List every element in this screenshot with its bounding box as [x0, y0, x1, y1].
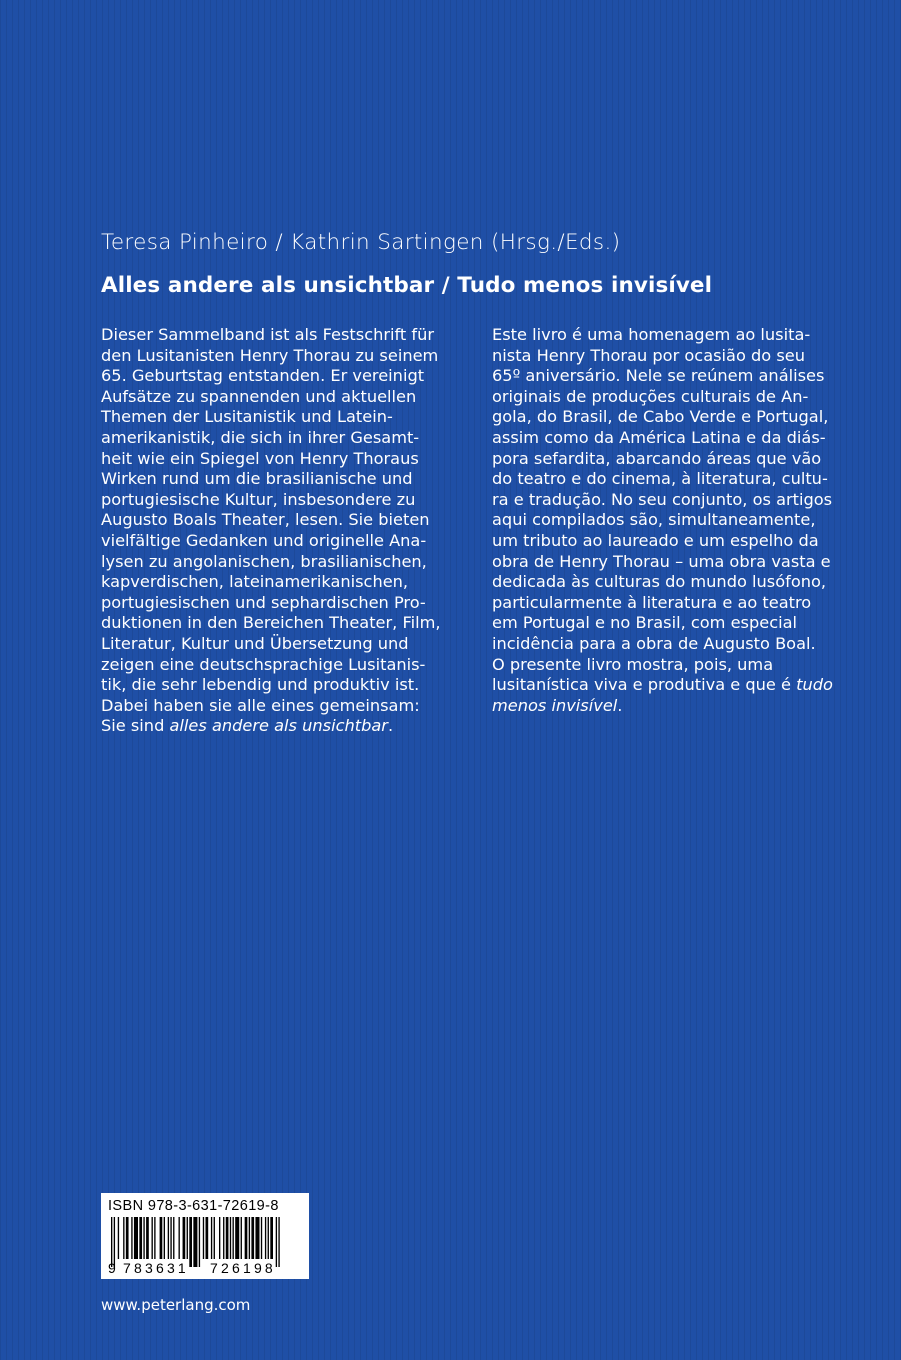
barcode-bar [189, 1217, 192, 1267]
barcode-bar [199, 1217, 200, 1267]
barcode-bar [233, 1217, 234, 1259]
barcode-bar [152, 1217, 153, 1259]
barcode-bar [211, 1217, 212, 1259]
barcode-digit-lead: 9 [108, 1260, 116, 1275]
barcode-bar [164, 1217, 165, 1259]
barcode-bar [270, 1217, 273, 1259]
german-blurb-end: . [387, 716, 394, 736]
book-title: Alles andere als unsichtbar / Tudo menos invisível [101, 273, 713, 298]
barcode-bar [168, 1217, 169, 1259]
barcode-bar [265, 1217, 266, 1259]
barcode-bar [183, 1217, 186, 1259]
portuguese-blurb-italic: tudo menos invisível [492, 675, 833, 715]
barcode-bar [170, 1217, 171, 1259]
barcode-bar [261, 1217, 262, 1259]
barcode-bar [245, 1217, 248, 1259]
barcode-bar [160, 1217, 163, 1259]
portuguese-blurb-end: . [617, 695, 623, 715]
barcode-bar [278, 1217, 279, 1267]
barcode-digits-left: 783631 [123, 1260, 189, 1275]
barcode-bar [123, 1217, 124, 1259]
barcode-bar [118, 1217, 119, 1259]
barcode-bar [235, 1217, 239, 1259]
barcode-bar [134, 1217, 138, 1259]
portuguese-blurb [492, 325, 852, 716]
barcode-bar [143, 1217, 144, 1259]
barcode-bar [131, 1217, 132, 1259]
barcode-bar [226, 1217, 229, 1259]
barcode-bar [230, 1217, 231, 1259]
barcode-bar [187, 1217, 188, 1259]
barcode-bar [249, 1217, 250, 1259]
barcode-bar [203, 1217, 204, 1259]
barcode-bar [251, 1217, 254, 1259]
barcode-bar [193, 1217, 197, 1267]
barcode-bar [214, 1217, 215, 1259]
german-blurb-body: Dieser Sammelband ist als Festschrift für den Lusitanisten Henry Thorau zu seinem 65. Geburtstag entstanden. Er vereinigt Aufsätze zu spannenden und aktuellen Themen der Lusitanistik und Latein- amerikanistik, die sich in ihrer Gesamt- heit wie ein Spiegel von Henry Thoraus Wirken rund um die brasilianische und portugiesische Kultur, insbesondere zu Augusto Boals Theater, lesen. Sie bieten vielfältige Gedanken und originelle Ana- lysen zu angolanischen, brasilianischen, kapverdischen, lateinamerikanischen, portugiesischen und sephardischen Pro- duktionen in den Bereichen Theater, Film, Literatur, Kultur und Übersetzung und zeigen eine deutschsprachige Lusitanis- tik, die sehr lebendig und produktiv ist. Dabei haben sie alle eines gemeinsam: Sie sind [101, 325, 441, 736]
barcode-bar [154, 1217, 155, 1259]
editors-line: Teresa Pinheiro / Kathrin Sartingen (Hrsg./Eds.) [101, 230, 621, 255]
isbn-label: ISBN 978-3-631-72619-8 [108, 1198, 279, 1214]
barcode-bar [219, 1217, 220, 1259]
barcode-bar [241, 1217, 242, 1259]
portuguese-blurb-body: Este livro é uma homenagem ao lusita- nista Henry Thorau por ocasião do seu 65º aniversário. Nele se reúnem análises originais de produções culturais de An- gola, do Brasil, de Cabo Verde e Portugal, assim como da América Latina e da diás- pora sefardita, abarcando áreas que vão do teatro e do cinema, à literatura, cultu- ra e tradução. No seu conjunto, os artigos aqui compilados são, simultaneamente, um tributo ao laureado e um espelho da obra de Henry Thorau – uma obra vasta e dedicada às culturas do mundo lusófono, particularmente à literatura e ao teatro em Portugal e no Brasil, com especial incidência para a obra de Augusto Boal. O presente livro mostra, pois, uma lusitanística viva e produtiva e que é [492, 325, 833, 695]
barcode-bar [146, 1217, 149, 1259]
barcode-digits-right: 726198 [210, 1260, 276, 1275]
isbn-barcode [101, 1193, 309, 1279]
barcode-bar [206, 1217, 209, 1259]
barcode-bar [268, 1217, 269, 1259]
barcode-bar [139, 1217, 142, 1259]
german-blurb-italic: alles andere als unsichtbar [169, 716, 388, 736]
barcode-bar [223, 1217, 224, 1259]
barcode-bar [179, 1217, 180, 1259]
barcode-bar [173, 1217, 174, 1259]
barcode-bar [255, 1217, 259, 1259]
barcode-bars [105, 1217, 305, 1275]
publisher-website[interactable]: www.peterlang.com [101, 1296, 251, 1314]
german-blurb [101, 325, 461, 737]
barcode-bar [126, 1217, 129, 1259]
